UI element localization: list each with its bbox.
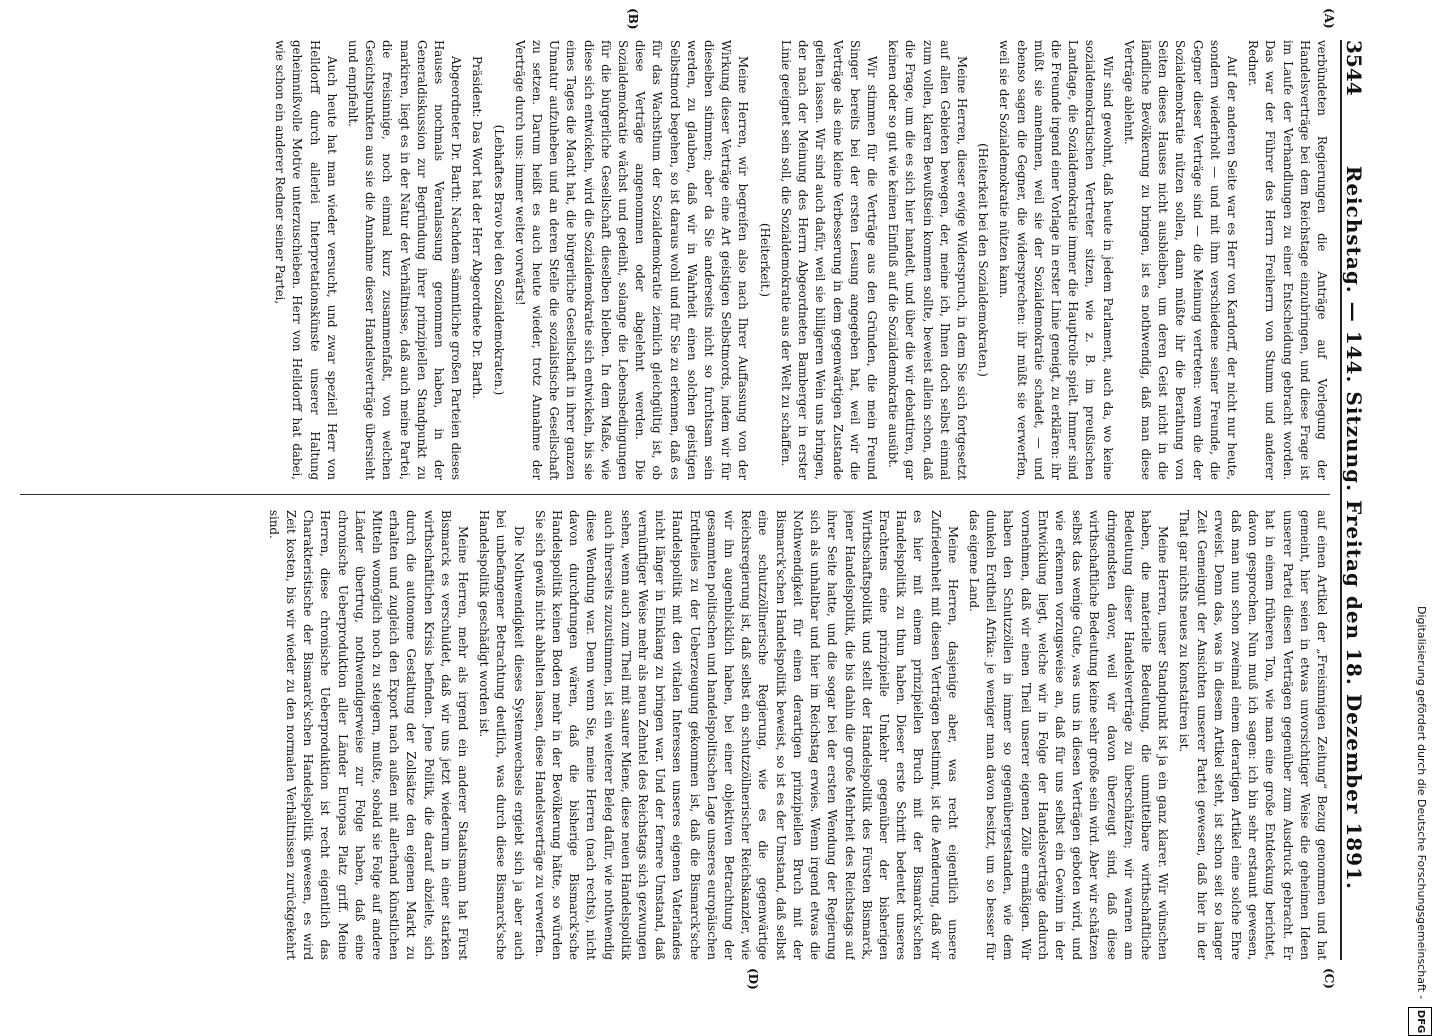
paragraph: Auf der anderen Seite war es Herr von Kardorff, der nicht nur heute, sondern wiederholt — und mit ihm verschiedene seiner Freunde, die Gegner dieser Verträge sind — die Meinung vertreten: wenn die der Sozialdemokratie nützen sollen, dann müßte ihr die Berathung von Seiten dieses Hauses nicht ausbleiben, um deren Geist nicht in die ländliche Bevölkerung zu bringen, ist es nothwendig, daß man diese Verträge ablehnt. [1121, 40, 1239, 480]
margin-marker-a: (A) [1322, 8, 1336, 29]
paragraph: Die Nothwendigkeit dieses Systemwechsels ergiebt sich ja aber auch bei unbefangener Betrachtung deutlich, was durch diese Bismarck'sche Handelspolitik geschädigt worden ist. [477, 510, 526, 960]
paragraph: Auch heute hat man wieder versucht, und zwar speziell Herr von Helldorff durch allerlei Interpretationskünste unserer Haltung geheimnißvolle Motive unterzuschieben. Herr von Helldorff hat dabei, wie schon ein anderer Redner seiner Partei, [273, 40, 339, 480]
column-divider [20, 494, 1330, 495]
paragraph: Meine Herren, wir begreifen also nach Ihrer Auffassung von der Wirkung dieser Verträge eine Art geistigen Selbstmords, indem wir für dieselben stimmen; aber da Sie anderseits nicht so furchtsam sein werden, zu glauben, daß wir in Wahrheit einen solchen geistigen Selbstmord begehen, so ist daraus wohl und für Sie zu erkennen, daß es für das Wachsthum der Sozialdemokratie ziemlich gleichgültig ist, ob diese Verträge angenommen oder abgelehnt werden. Die Sozialdemokratie wächst und gedeiht, solange die Lebensbedingungen für die bürgerliche Gesellschaft dieselben bleiben. In dem Maße, wie diese sich entwickeln, wird die Sozialdemokratie sich entwickeln, bis sie eines Tages die Macht hat, die bürgerliche Gesellschaft in ihrer ganzen Unnatur aufzuheben und an deren Stelle die sozialistische Gesellschaft zu setzen. Darum heißt es auch heute wieder, trotz Annahme der Verträge durch uns: immer weiter vorwärts! [512, 40, 751, 480]
interjection: (Lebhaftes Bravo bei den Sozialdemokraten.) [491, 124, 506, 396]
interjection: (Heiterkeit bei den Sozialdemokraten.) [976, 143, 991, 377]
margin-marker-d: (D) [746, 968, 760, 990]
credit-text: Digitalisierung gefördert durch die Deutsche Forschungsgemeinschaft - [1415, 606, 1428, 1000]
paragraph: Meine Herren, mehr als irgend ein anderer Staatsmann hat Fürst Bismarck es verschuldet, daß wir uns jetzt wiederum in einer starken wirthschaftlichen Krisis befinden. Jene Politik, die darauf abzielte, sich durch die autonome Gestaltung der Zollsätze den eigenen Markt zu erhalten und zugleich den Export nach außen mit allerhand künstlichen Mitteln womöglich noch zu steigern, mußte, sobald sie Folge auf andere Länder übertrug, nothwendigerweise zur Folge haben, daß eine chronische Ueberproduktion aller Länder Europas Platz griff. Meine Herren, diese chronische Ueberproduktion ist recht eigentlich das Charakteristische der Bismarck'schen Handelspolitik gewesen, es wird Zeit kosten, bis wir wieder zu den normalen Verhältnissen zurückgekehrt sind. [266, 510, 471, 960]
paragraph: verbündeten Regierungen die Anträge auf Vorlegung der Handelsverträge bei dem Reichstage einzubringen, und diese Frage ist im Laufe der Verhandlungen zu einer Entscheidung gebracht worden. Das war der Führer des Herrn Freiherrn von Stumm und anderer Redner. [1246, 40, 1329, 480]
paragraph: auf einen Artikel der „Freisinnigen Zeitung“ Bezug genommen und hat gemeint, hier seien in etwas unvorsichtiger Weise die geheimen Ideen unserer Partei diesen Verträgen gegenüber zum Ausdruck gebracht. Er hat in einem früheren Ton, wie man eine große Entdeckung berichtet, davon gesprochen. Nun muß ich sagen: ich bin sehr erstaunt gewesen, daß man nun schon zweimal einem derartigen Artikel eine solche Ehre erweist. Denn das, was in diesem Artikel steht, ist schon seit so langer Zeit Gemeingut der Ansichten unserer Partei gewesen, daß hier in der That gar nichts neues zu konstatiren ist. [1177, 510, 1329, 960]
speaker-paragraph: Abgeordneter Dr. Barth: Nachdem sämmtliche großen Parteien dieses Hauses nochmals Veranlassung genommen haben, in der Generaldiskussion zur Begründung ihrer prinzipiellen Standpunkt zu markiren, liegt es in der Natur der Verhältnisse, daß auch meine Partei, die freisinnige, noch einmal kurz zusammenfaßt, von welchen Gesichtspunkten aus sie die Annahme dieser Handelsverträge übersieht und empfiehlt. [346, 40, 464, 480]
paragraph: Wir sind gewohnt, daß heute in jedem Parlament, auch da, wo keine sozialdemokratischen Vertreter sitzen, wie z. B. im preußischen Landtage, die Sozialdemokratie immer die Hauptrolle spielt. Immer sind die Freunde irgend einer Vorlage in erster Linie geneigt, zu erklären: ihr müßt sie annehmen, weil sie der Sozialdemokratie schadet, — und ebenso sagen die Gegner, die widersprechen: ihr müßt sie verwerfen, weil sie der Sozialdemokratie nützen kann. [997, 40, 1115, 480]
interjection: (Heiterkeit.) [757, 222, 772, 297]
paragraph: Meine Herren, dasjenige aber, was recht eigentlich unsere Zufriedenheit mit diesen Verträgen bestimmt, ist die Aenderung, daß wir es hier mit einem prinzipiellen Bruch mit der Bismarck'schen Handelspolitik zu thun haben. Dieser erste Schritt bedeutet unseres Erachtens eine prinzipielle Umkehr gegenüber der bisherigen Wirthschaftspolitik und stellt der Handelspolitik des Fürsten Bismarck, jener Handelspolitik, die bis dahin die große Mehrheit des Reichstags auf ihrer Seite hatte, und die sogar bei der ersten Wendung der Regierung sich als unhaltbar und hier im Reichstag erwies. Wenn irgend etwas die Nothwendigkeit für einen derartigen prinzipiellen Bruch mit der Bismarck'schen Handelspolitik beweist, so ist es der Umstand, daß selbst eine schutzzöllnerische Regierung, wie es die gegenwärtige Reichsregierung ist, daß selbst ein schutzzöllnerischer Reichskanzler, wie wir ihn augenblicklich haben, bei einer objektiven Betrachtung der gesammten politischen und handelspolitischen Lage unseres europäischen Erdtheiles zu der Ueberzeugung gekommen ist, daß die Bismarck'sche Handelspolitik mit den vitalen Interessen unseres eigenen Vaterlandes nicht länger in Einklang zu bringen war. Und der fernere Umstand, daß vernünftiger Weise mehr als neun Zehntel des Reichstags sich gezwungen sehen, wenn auch zum Theil mit saurer Miene, diese neuen Handelspolitik auch ihrerseits zuzustimmen, ist ein weiterer Beleg dafür, wie nothwendig diese Wendung war. Denn wenn Sie, meine Herren (nach rechts), nicht davon durchdrungen wären, daß die bisherige Bismarck'sche Handelspolitik keinen Boden mehr in der Bevölkerung hätte, so würden Sie sich gewiß nicht abhalten lassen, diese Handelsverträge zu verwerfen. [532, 510, 960, 960]
speaker-paragraph: Präsident: Das Wort hat der Herr Abgeordnete Dr. Barth. [470, 56, 485, 399]
paragraph: Meine Herren, dieser ewige Widerspruch, in dem Sie sich fortgesetzt auf allen Gebieten bewegen, der, meine ich, Ihnen doch selbst einmal zum vollen, klaren Bewußtsein kommen sollte, beweist allein schon, daß die Frage, um die es sich hier handelt, und über die wir debattiren, gar keinen oder so gut wie keinen Einfluß auf die Sozialdemokratie ausübt. [886, 40, 969, 480]
right-column [20, 510, 1330, 960]
page-header [1340, 40, 1382, 960]
paragraph: Wir stimmen für die Verträge aus den Gründen, die mein Freund Singer bereits bei der ersten Lesung angegeben hat, weil wir die Verträge als eine kleine Verbesserung in dem gegenwärtigen Zustande gelten lassen. Wir sind auch dafür, weil sie billigeren Wein uns bringen, der nach der Meinung des Herrn Abgeordneten Bamberger in erster Linie geeignet sein soll, die Sozialdemokratie aus der Welt zu schaffen. [778, 40, 879, 480]
left-column [20, 40, 1330, 480]
paragraph: Meine Herren, unser Standpunkt ist ja ein ganz klarer. Wir wünschen haben, die materielle Bedeutung, die unmittelbare wirthschaftliche Bedeutung dieser Handelsverträge zu überschätzen; wir warnen am dringendsten davor, weil wir davon überzeugt sind, daß diese wirthschaftliche Bedeutung keine sehr große sein wird. Aber wir schätzen selbst das wenige Gute, was uns in diesen Verträgen geboten wird, und wie erkennen vorzugsweise an, daß für uns selbst ein Gewinn in der Entwicklung liegt, welche wir in Folge der Handelsverträge dadurch vornehmen, daß wir einen Theil unserer eigenen Zölle ermäßigen. Wir haben den Schutzzöllen in immer so gegenübergestanden, wie dem dunkeln Erdtheil Afrika: je weniger man davon besitzt, um so besser für das eigene Land. [966, 510, 1171, 960]
margin-marker-c: (C) [1322, 968, 1336, 989]
page-title: Reichstag. — 144. Sitzung. Freitag den 18. Dezember 1891. [1342, 165, 1366, 890]
digitization-credit [1410, 0, 1432, 1034]
page-number: 3544 [1342, 40, 1366, 96]
margin-marker-b: (B) [626, 8, 640, 30]
dfg-logo: DFG [1408, 1007, 1432, 1036]
